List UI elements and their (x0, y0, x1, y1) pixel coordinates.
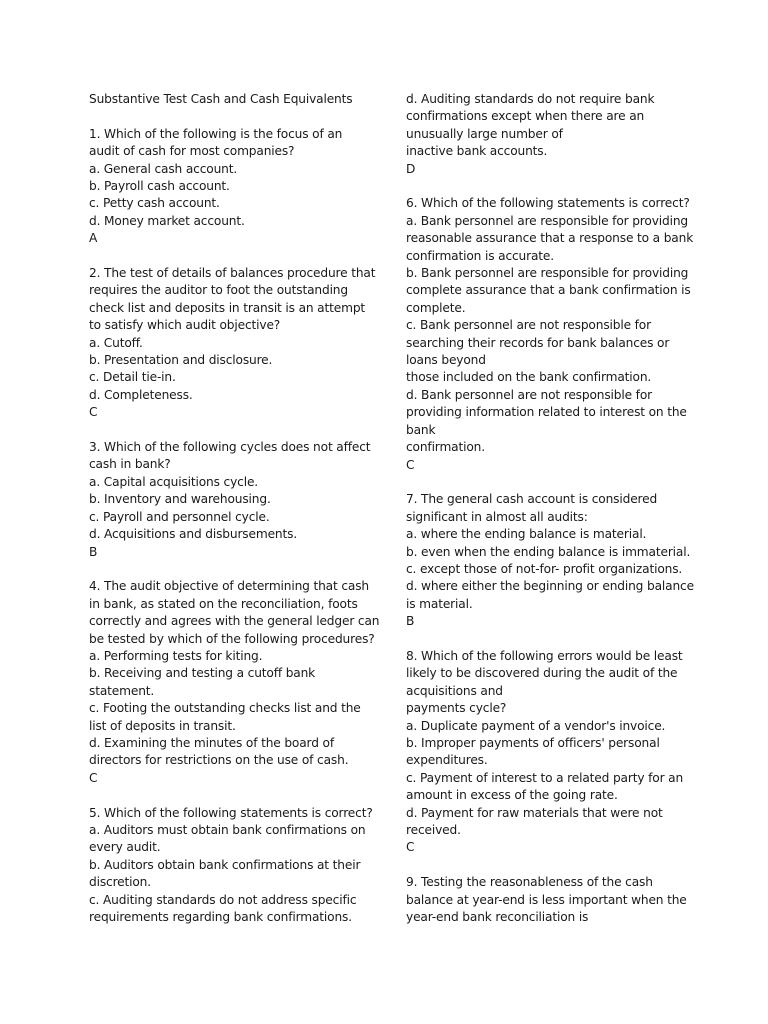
question-text: 3. Which of the following cycles does not affect (89, 440, 371, 455)
question-block (89, 578, 380, 787)
answer-option: d. Payment for raw materials that were not (406, 805, 663, 820)
left-column (89, 91, 380, 944)
answer-option: a. Performing tests for kiting. (89, 648, 263, 663)
document-title: Substantive Test Cash and Cash Equivalents (89, 92, 353, 106)
question-text: be tested by which of the following procedures? (89, 631, 375, 646)
answer-key: A (89, 231, 98, 246)
answer-key: B (89, 544, 98, 559)
answer-option: d. Auditing standards do not require bank (406, 92, 655, 106)
question-text: 2. The test of details of balances procedure that (89, 266, 376, 281)
answer-option: list of deposits in transit. (89, 718, 236, 733)
answer-option: discretion. (89, 875, 151, 890)
answer-option: c. Payment of interest to a related party for an (406, 770, 684, 785)
answer-option: b. Receiving and testing a cutoff bank (89, 666, 316, 681)
question-block (406, 874, 687, 926)
answer-option: b. Presentation and disclosure. (89, 353, 273, 368)
answer-option: b. Bank personnel are responsible for providing (406, 266, 689, 281)
answer-option: searching their records for bank balances or (406, 335, 670, 350)
question-text: 9. Testing the reasonableness of the cash (406, 875, 653, 890)
answer-option: d. Completeness. (89, 387, 193, 402)
question-text: significant in almost all audits: (406, 509, 588, 524)
answer-option: c. Bank personnel are not responsible for (406, 318, 651, 333)
answer-option: loans beyond (406, 353, 486, 368)
answer-option: b. Payroll cash account. (89, 179, 230, 194)
answer-key: C (89, 770, 98, 785)
answer-key: D (406, 161, 416, 176)
answer-option: b. Improper payments of officers' personal (406, 735, 660, 750)
answer-option: a. Cutoff. (89, 335, 143, 350)
question-text: 5. Which of the following statements is correct? (89, 805, 373, 820)
answer-option: confirmation. (406, 440, 485, 455)
question-text: likely to be discovered during the audit of the (406, 666, 678, 681)
question-text: balance at year-end is less important when the (406, 892, 687, 907)
answer-option: b. Inventory and warehousing. (89, 492, 271, 507)
answer-key: B (406, 614, 415, 629)
answer-option: a. Auditors must obtain bank confirmations on (89, 822, 366, 837)
question-text: acquisitions and (406, 683, 503, 698)
question-block (406, 91, 681, 178)
answer-option: c. Footing the outstanding checks list and the (89, 701, 361, 716)
question-text: 8. Which of the following errors would be least (406, 648, 683, 663)
question-text: to satisfy which audit objective? (89, 318, 281, 333)
question-text: 6. Which of the following statements is correct? (406, 196, 690, 211)
answer-option: c. Auditing standards do not address specific (89, 892, 357, 907)
left-question-list (89, 126, 380, 927)
answer-option: confirmations except when there are an (406, 109, 645, 124)
answer-option: providing information related to interest on the (406, 405, 687, 420)
answer-option: d. Money market account. (89, 213, 245, 228)
question-text: check list and deposits in transit is an attempt (89, 300, 366, 315)
answer-option: complete assurance that a bank confirmation is (406, 283, 691, 298)
answer-option: a. Duplicate payment of a vendor's invoice. (406, 718, 666, 733)
answer-option: c. Payroll and personnel cycle. (89, 509, 270, 524)
answer-option: unusually large number of (406, 126, 563, 141)
answer-option: d. Bank personnel are not responsible for (406, 387, 652, 402)
question-text: audit of cash for most companies? (89, 144, 295, 159)
question-text: payments cycle? (406, 701, 507, 716)
answer-option: a. Capital acquisitions cycle. (89, 474, 259, 489)
answer-option: a. Bank personnel are responsible for providing (406, 213, 688, 228)
question-text: cash in bank? (89, 457, 171, 472)
answer-key: C (406, 457, 415, 472)
answer-option: c. Detail tie-in. (89, 370, 176, 385)
answer-option: d. Acquisitions and disbursements. (89, 527, 298, 542)
answer-option: d. Examining the minutes of the board of (89, 735, 334, 750)
question-text: 7. The general cash account is considered (406, 492, 658, 507)
question-text: 1. Which of the following is the focus of an (89, 126, 343, 141)
answer-option: those included on the bank confirmation. (406, 370, 652, 385)
answer-option: a. where the ending balance is material. (406, 527, 647, 542)
answer-option: every audit. (89, 840, 161, 855)
question-block (89, 126, 364, 248)
answer-option: reasonable assurance that a response to a bank (406, 231, 694, 246)
question-text: year-end bank reconciliation is (406, 910, 589, 925)
answer-option: directors for restrictions on the use of cash. (89, 753, 349, 768)
answer-option: inactive bank accounts. (406, 144, 548, 159)
answer-option: b. even when the ending balance is immaterial. (406, 544, 691, 559)
question-block (89, 805, 373, 927)
answer-option: statement. (89, 683, 155, 698)
answer-option: is material. (406, 596, 473, 611)
answer-option: d. where either the beginning or ending balance (406, 579, 694, 594)
answer-option: received. (406, 823, 461, 838)
question-block (406, 195, 694, 474)
answer-option: complete. (406, 300, 466, 315)
right-column (406, 91, 694, 944)
answer-option: a. General cash account. (89, 161, 238, 176)
answer-option: bank (406, 422, 436, 437)
question-block (89, 439, 371, 561)
question-text: in bank, as stated on the reconciliation, foots (89, 596, 358, 611)
question-block (406, 491, 694, 630)
answer-option: confirmation is accurate. (406, 248, 554, 263)
answer-option: amount in excess of the going rate. (406, 788, 618, 803)
question-text: 4. The audit objective of determining that cash (89, 579, 369, 594)
answer-option: b. Auditors obtain bank confirmations at their (89, 857, 361, 872)
answer-option: expenditures. (406, 753, 488, 768)
question-block (89, 265, 376, 422)
answer-option: c. Petty cash account. (89, 196, 220, 211)
answer-option: requirements regarding bank confirmations. (89, 910, 352, 925)
answer-key: C (89, 405, 98, 420)
right-question-list (406, 91, 694, 926)
question-text: requires the auditor to foot the outstanding (89, 283, 348, 298)
answer-key: C (406, 840, 415, 855)
question-block (406, 648, 684, 857)
question-text: correctly and agrees with the general ledger can (89, 614, 380, 629)
answer-option: c. except those of not-for- profit organizations. (406, 561, 683, 576)
